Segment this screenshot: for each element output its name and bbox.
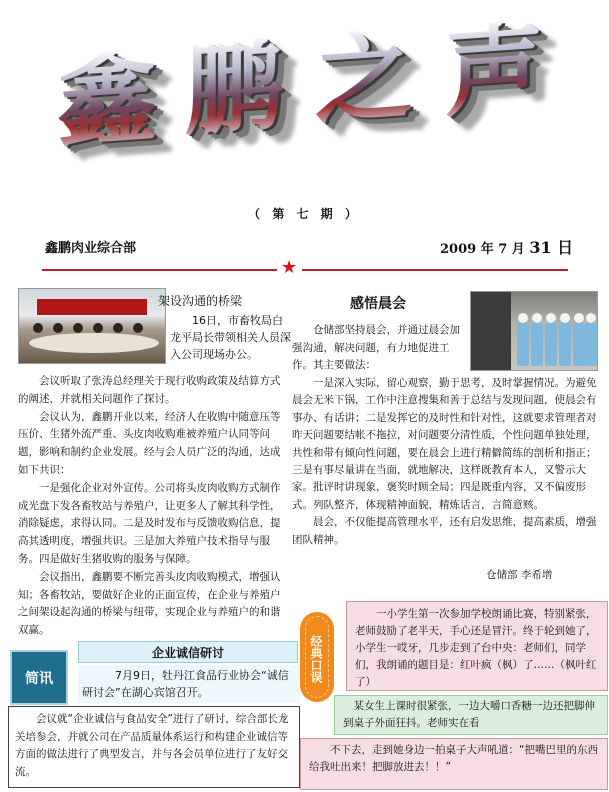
jokes-section-label: 经典口误 — [305, 616, 329, 698]
jokes-section-badge — [300, 612, 334, 702]
joke-story-1: 一小学生第一次参加学校朗诵比赛，特别紧张，老师鼓励了老半天，手心还是冒汗。终于轮到她了，小学生一哎牙，几步走到了台中央：老师们，同学们，我朗诵的题目是：红叶疯（枫）了……（枫叶红了） — [346, 601, 608, 691]
news-body: 会议就“企业诚信与食品安全”进行了研讨，综合部长龙关培参会，并就公司在产品质量体系运行和构建企业诚信等方面的做法进行了典型发言，并与各会员单位进行了友好交流。 — [8, 706, 300, 788]
article1-paragraph: 会议认为，鑫鹏开业以来，经济人在收购中随意压等压价、生猪外流严重、头皮肉收购难被养殖户认同等问题，影响和制约企业发展。经与会人员广泛的沟通，达成如下共识： — [18, 410, 281, 476]
masthead-logo — [40, 10, 580, 195]
article1-paragraph: 一是强化企业对外宣传。公司将头皮肉收购方式制作成光盘下发各畜牧站与养殖户，让更多人了解其科学性，消除疑虑，求得认同。二是及时发布与反馈收购信息，提高其透明度，增强共识。三是加大养殖户技术指导与服务。四是做好生猪收购的服务与保障。 — [18, 481, 281, 565]
department-name: 鑫鹏肉业综合部 — [45, 241, 137, 256]
morning-meeting-photo — [470, 291, 598, 371]
date-prefix: 2009 年 7 月 — [440, 242, 525, 257]
news-lead: 7月9日，牡丹江食品行业协会“诚信研讨会”在湖心宾馆召开。 — [78, 665, 300, 703]
photo-worker — [573, 322, 585, 366]
article2-signature: 仓储部 李希增 — [486, 569, 553, 581]
photo-worker — [517, 322, 529, 366]
photo-person — [73, 323, 83, 333]
header-rule-right — [302, 269, 568, 271]
photo-person — [33, 323, 43, 333]
photo-worker — [545, 322, 557, 366]
photo-person — [93, 323, 103, 333]
article2-title: 感悟晨会 — [350, 296, 406, 312]
article2-lead: 仓储部坚持晨会，并通过晨会加强沟通，解决问题，有力地促进工作。其主要做法： — [292, 324, 460, 371]
article1-title: 架设沟通的桥梁 — [158, 294, 243, 308]
photo-worker — [531, 322, 543, 366]
issue-date — [440, 235, 573, 258]
masthead-char-3: 之 — [315, 18, 414, 140]
article1-paragraph: 会议听取了张涛总经理关于现行收购政策及结算方式的阐述，并就相关问题作了探讨。 — [18, 375, 281, 405]
masthead-char-1: 鑫 — [58, 40, 157, 162]
article2-body — [292, 375, 599, 549]
news-section-badge: 简讯 — [10, 650, 68, 705]
star-icon: ★ — [281, 257, 298, 278]
article2-paragraph: 晨会，不仅能提高管理水平，还有启发思维，提高素质，增强团队精神。 — [292, 516, 597, 546]
photo-banner — [37, 299, 147, 315]
photo-person — [53, 323, 63, 333]
article1-paragraph: 会议指出，鑫鹏要不断完善头皮肉收购模式，增强认知；各畜牧站，要做好企业的正面宣传，在企业与养殖户之间架设起沟通的桥梁与纽带，实现企业与养殖户的和谐双赢。 — [18, 570, 281, 637]
issue-number: （ 第 七 期 ） — [248, 207, 361, 221]
photo-person — [113, 323, 123, 333]
date-day: 31 日 — [529, 238, 574, 257]
photo-person — [133, 323, 143, 333]
masthead-char-4: 声 — [445, 10, 544, 132]
article1-lead: 16日，市畜牧局白龙平局长带领相关人员深入公司现场办公。 — [170, 314, 291, 361]
photo-worker — [585, 322, 597, 366]
meeting-photo — [18, 288, 166, 364]
joke-story-2: 某女生上课时很紧张，一边大嚼口香糖一边还把脚伸到桌子外面狂抖。老师实在看 — [334, 695, 608, 735]
photo-worker — [559, 322, 571, 366]
photo-wall — [471, 292, 511, 371]
masthead-char-2: 鹏 — [185, 28, 284, 150]
photo-table — [29, 333, 159, 353]
article1-body — [18, 373, 290, 640]
news-title: 企业诚信研讨 — [78, 641, 298, 663]
header-rule-left — [42, 269, 277, 271]
joke-story-3: 不下去，走到她身边一拍桌子大声吼道：“把嘴巴里的东西给我吐出来！把脚放进去！！” — [300, 738, 608, 790]
article2-paragraph: 一是深入实际，留心观察，勤于思考，及时掌握情况。为避免晨会无米下锅，工作中注意搜集和善于总结与发现问题，使晨会有事办、有话讲；二是发挥它的及时性和针对性，这就要求管理者对昨天问题要结帐不拖拉，对问题要分清性质，个性问题单独处理，共性和带有倾向性问题，要在晨会上进行精僻简练的剖析和指正；三是有事尽量讲在当面，就地解决，这样既教育本人，又警示大家。批评时讲现象，褒奖时顾全局；四是既重内容，又不偏废形式。列队整齐，体现精神面貌，精炼话言，言简意赅。 — [292, 377, 597, 511]
